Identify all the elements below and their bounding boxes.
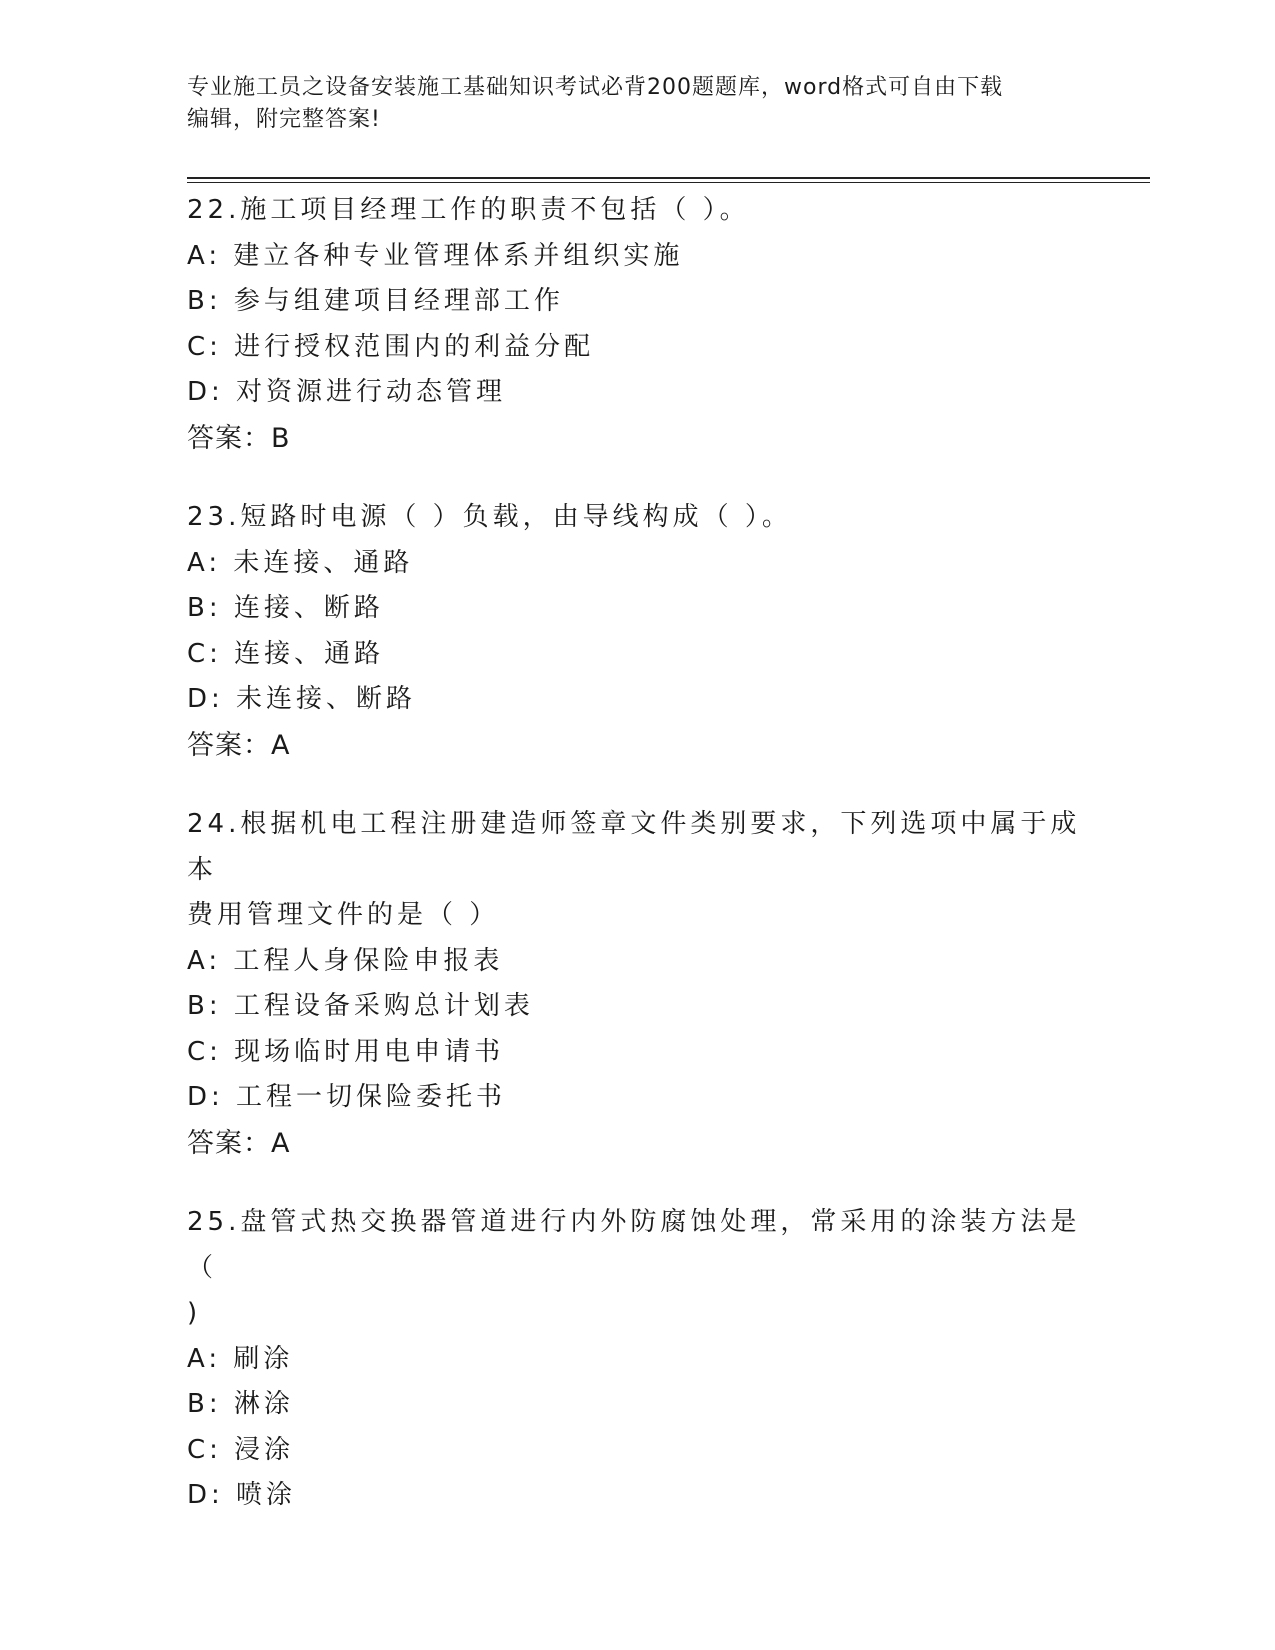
option-d: D: 工程一切保险委托书 (187, 1082, 507, 1112)
question-24 (187, 802, 1087, 1166)
document-header (187, 72, 1087, 136)
option-b: B: 连接、断路 (187, 593, 384, 623)
option-b: B: 淋涂 (187, 1389, 294, 1419)
option-a: A: 未连接、通路 (187, 547, 414, 578)
option-b: B: 工程设备采购总计划表 (187, 991, 534, 1021)
question-23 (187, 495, 1087, 768)
answer-line: 答案：A (187, 729, 291, 761)
question-stem: 24.根据机电工程注册建造师签章文件类别要求，下列选项中属于成本 (187, 809, 1081, 885)
answer-line: 答案：B (187, 422, 291, 454)
question-stem-continued: ) (187, 1298, 202, 1328)
header-divider-thin (187, 182, 1150, 183)
option-d: D: 未连接、断路 (187, 684, 417, 714)
question-list (187, 188, 1087, 1553)
header-title-line-2: 编辑，附完整答案! (187, 107, 381, 132)
header-divider-thick (187, 177, 1150, 179)
option-c: C: 现场临时用电申请书 (187, 1036, 505, 1067)
option-a: A: 刷涂 (187, 1343, 294, 1374)
question-stem: 22.施工项目经理工作的职责不包括（ ）。 (187, 195, 750, 225)
question-25 (187, 1200, 1087, 1519)
option-c: C: 进行授权范围内的利益分配 (187, 331, 595, 362)
option-c: C: 浸涂 (187, 1434, 295, 1465)
option-d: D: 对资源进行动态管理 (187, 377, 507, 407)
header-title-line-1: 专业施工员之设备安装施工基础知识考试必背200题题库，word格式可自由下载 (187, 75, 1004, 100)
question-22 (187, 188, 1087, 461)
option-a: A: 建立各种专业管理体系并组织实施 (187, 240, 684, 271)
question-stem: 25.盘管式热交换器管道进行内外防腐蚀处理，常采用的涂装方法是（ (187, 1207, 1081, 1283)
option-d: D: 喷涂 (187, 1480, 297, 1510)
option-c: C: 连接、通路 (187, 638, 385, 669)
option-a: A: 工程人身保险申报表 (187, 945, 504, 976)
answer-line: 答案：A (187, 1127, 291, 1159)
option-b: B: 参与组建项目经理部工作 (187, 286, 564, 316)
question-stem: 23.短路时电源（ ）负载，由导线构成（ ）。 (187, 502, 792, 532)
question-stem-continued: 费用管理文件的是（ ） (187, 900, 500, 930)
